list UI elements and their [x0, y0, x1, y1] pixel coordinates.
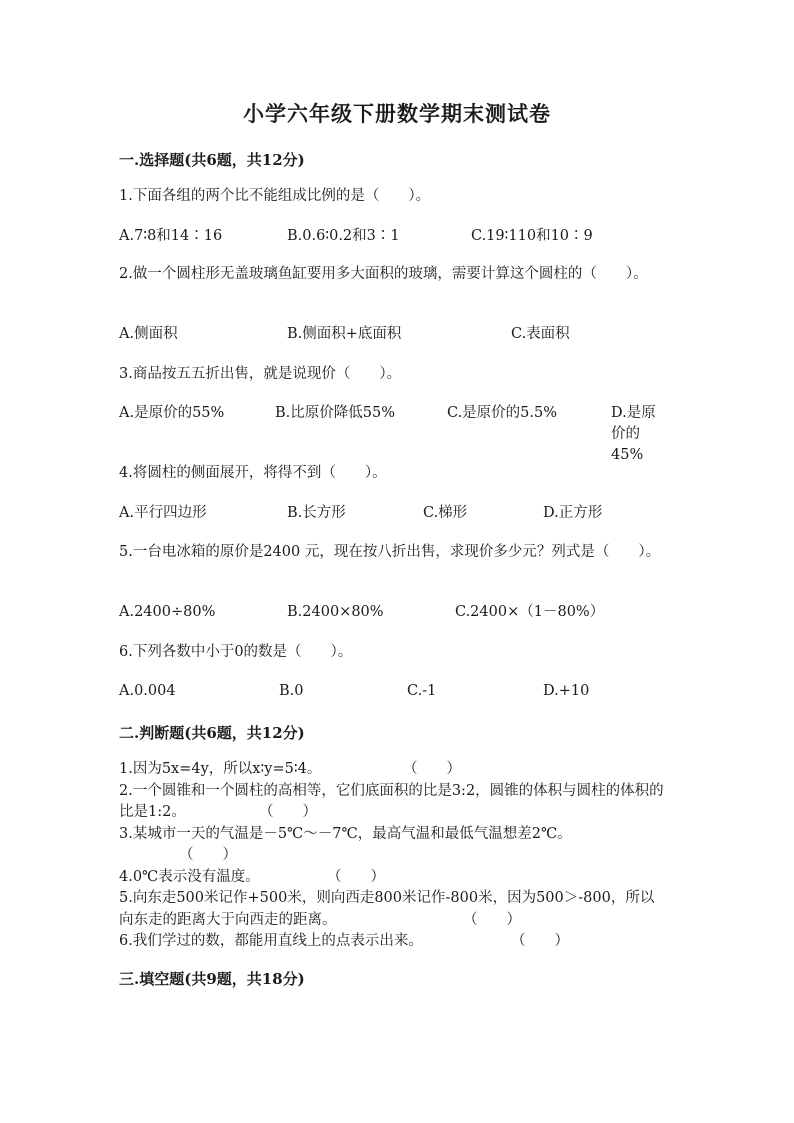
- judge-text-6: 6.我们学过的数，都能用直线上的点表示出来。: [119, 933, 423, 949]
- option-6c: C.-1: [407, 683, 437, 699]
- answer-blank-2[interactable]: （ ）: [259, 804, 317, 820]
- option-6a: A.0.004: [119, 683, 176, 699]
- judge-text-3: 3.某城市一天的气温是－5℃～－7℃，最高气温和最低气温想差2℃。: [119, 825, 572, 842]
- option-3d: D.是原价的45%: [611, 405, 656, 463]
- judge-item-2: [119, 781, 664, 824]
- judge-text-4: 4.0℃表示没有温度。: [119, 868, 260, 885]
- question-4: 4.将圆柱的侧面展开，将得不到（ ）。: [119, 465, 387, 481]
- question-6: 6.下列各数中小于0的数是（ ）。: [119, 644, 353, 660]
- option-5b: B.2400×80%: [287, 604, 384, 620]
- option-3b: B.比原价降低55%: [275, 405, 395, 421]
- section-heading-fill: 三.填空题(共9题，共18分): [119, 970, 305, 988]
- option-5a: A.2400÷80%: [119, 604, 216, 620]
- option-2b: B.侧面积+底面积: [287, 326, 402, 342]
- options-3: [119, 403, 679, 463]
- judge-text-2: 2.一个圆锥和一个圆柱的高相等，它们底面积的比是3:2，圆锥的体积与圆柱的体积的比是1:2。: [119, 782, 664, 820]
- option-2a: A.侧面积: [119, 326, 178, 342]
- question-3: 3.商品按五五折出售，就是说现价（ ）。: [119, 366, 402, 382]
- question-1: 1.下面各组的两个比不能组成比例的是（ ）。: [119, 188, 431, 204]
- answer-blank-4[interactable]: （ ）: [327, 868, 385, 885]
- option-4c: C.梯形: [423, 505, 468, 521]
- judge-text-1: 1.因为5x=4y，所以x∶y=5∶4。: [119, 761, 322, 777]
- option-6d: D.+10: [543, 683, 590, 699]
- page-title: 小学六年级下册数学期末测试卷: [243, 101, 551, 126]
- answer-blank-3[interactable]: （ ）: [179, 847, 237, 863]
- section-heading-choice: 一.选择题(共6题，共12分): [119, 151, 305, 169]
- judge-item-5: [119, 888, 664, 931]
- judge-item-3: [119, 824, 664, 867]
- judge-item-4: [119, 867, 664, 889]
- option-4a: A.平行四边形: [119, 505, 207, 521]
- answer-blank-6[interactable]: （ ）: [511, 933, 569, 949]
- option-1c: C.19∶110和10∶9: [471, 228, 593, 244]
- question-5: 5.一台电冰箱的原价是2400 元，现在按八折出售，求现价多少元？列式是（ ）。: [119, 544, 661, 560]
- answer-blank-5[interactable]: （ ）: [463, 911, 521, 928]
- option-1b: B.0.6∶0.2和3∶1: [287, 228, 400, 244]
- judge-item-1: [119, 759, 664, 781]
- option-3a: A.是原价的55%: [119, 405, 225, 421]
- option-6b: B.0: [279, 683, 304, 699]
- option-4d: D.正方形: [543, 505, 603, 521]
- option-5c: C.2400×（1－80%）: [455, 604, 605, 620]
- judge-item-6: [119, 931, 664, 953]
- section-heading-judge: 二.判断题(共6题，共12分): [119, 724, 305, 742]
- question-2: 2.做一个圆柱形无盖玻璃鱼缸要用多大面积的玻璃，需要计算这个圆柱的（ ）。: [119, 266, 648, 282]
- answer-blank-1[interactable]: （ ）: [403, 761, 461, 777]
- option-3c: C.是原价的5.5%: [447, 405, 558, 421]
- option-4b: B.长方形: [287, 505, 346, 521]
- option-2c: C.表面积: [511, 326, 570, 342]
- judge-text-5: 5.向东走500米记作+500米，则向西走800米记作-800米，因为500＞-800，所以向东走的距离大于向西走的距离。: [119, 890, 655, 928]
- option-1a: A.7∶8和14∶16: [119, 228, 223, 244]
- judge-list: [119, 759, 664, 953]
